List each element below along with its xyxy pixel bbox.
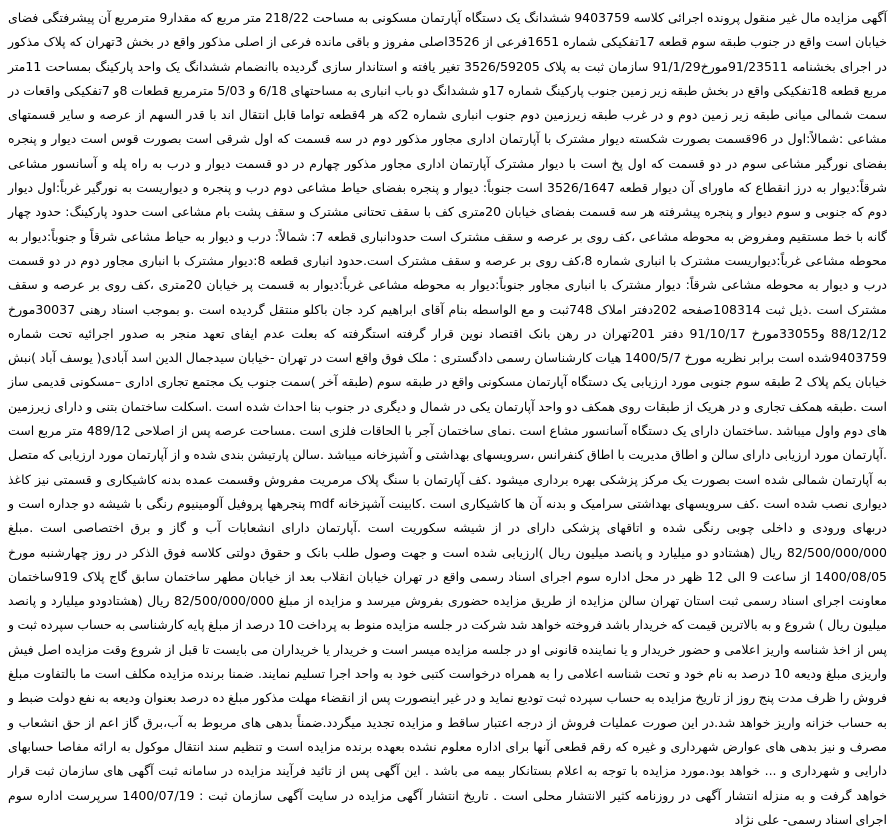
auction-notice-text: آگهی مزایده مال غیر منقول پرونده اجرائی کلاسه 9403759 ششدانگ یک دستگاه آپارتمان مسکونی به مساحت 218/22 متر مربع که مقدار9 مترمربع آن پیشرفتگی فضای خیابان است واقع در جنوب طبقه سوم قطعه 17تفکیکی شماره 1651فرعی از 3526اصلی مفروز و باقی مانده فرعی از اصلی مذکور واقع در بخش 3تهران که پلاک مذکور در اجرای بخشنامه 91/23511مورخ91/1/29 سازمان ثبت به پلاک 3526/59205 تغیر یافته و استاندار سازی گردیده باانضمام ششدانگ یک واحد پارکینگ بمساحت 11متر مربع قطعه 18تفکیکی واقع در بخش طبقه زیر زمین جنوب پارکینگ شماره 17و ششدانگ دو باب انباری به مساحتهای 6/18 و 5/03 مترمربع قطعات 8و 7تفکیکی واقعات در سمت شمالی میانی طبقه زیر زمین دوم و در غرب طبقه زیرزمین دوم جنوب انباری شماره 2که هر 4قطعه تواما قابل انتقال اند با قدر السهم از عرصه و سایر قسمتهای مشاعی :شمالاً:اول در 96قسمت بصورت شکسته دیوار مشترک با آپارتمان اداری مجاور مذکور دوم در سه قسمت که اول شرقی است بصورت قوس است دیوار و پنجره بفضای نورگیر مشاعی سوم در دو قسمت که اول پخ است با دیوار مشترک آپارتمان اداری مجاور مذکور چهارم در دو قسمت دیوار و درب به راه پله و آسانسور مشاعی شرقاً:دیوار به درز انقطاع که ماورای آن دیوار قطعه 3526/1647 است جنوباً: دیوار و پنجره بفضای حیاط مشاعی دوم درب و پنجره و دیواریست به نورگیر غرباً:اول دیوار دوم که جنوبی و سوم دیوار و پنجره پیشرفته هر سه قسمت بفضای خیابان 20متری کف با سقف تحتانی مشترک و سقف پشت بام مشاعی است حدود پارکینگ: حدود چهار گانه با خط مستقیم ومفروض به محوطه مشاعی ،کف روی بر عرصه و سقف مشترک است حدودانباری قطعه 7: شمالاً: درب و دیوار به حیاط مشاعی شرقاً و جنوباً:دیوار به محوطه مشاعی غرباً:دیواریست مشترک با انباری شماره 8،کف روی بر عرصه و سقف مشترک است.حدود انباری قطعه 8:دیوار مشترک با انباری مجاور دوم در دو قسمت درب و دیوار به محوطه مشاعی شرقاً: دیوار مشترک با انباری مجاور جنوباً:دیوار به محوطه مشاعی غرباً:دیوار به قسمت پر خیابان 20متری ،کف روی بر عرصه و سقف مشترک است .ذیل ثبت 108314صفحه 202دفتر املاک 748ثبت و مع الواسطه بنام آقای ابراهیم کرد جان باکلو منتقل گردیده است .و بموجب اسناد رهنی 30037مورخ 88/12/12 و33055مورخ 91/10/17 دفتر 201تهران در رهن بانک اقتصاد نوین قرار گرفته استگرفته که بعلت عدم ایفای تعهد منجر به صدور اجرائیه تحت شماره 9403759شده است برابر نظریه مورخ 1400/5/7 هیات کارشناسان رسمی دادگستری : ملک فوق واقع است در تهران -خیابان سیدجمال الدین اسد آبادی( یوسف آباد )نبش خیابان یکم پلاک 2 طبقه سوم جنوبی مورد ارزیابی یک دستگاه آپارتمان مسکونی واقع در طبقه سوم (طبقه آخر )سمت جنوب یک مجتمع تجاری اداری –مسکونی قدیمی ساز است .طبقه همکف تجاری و در هریک از طبقات روی همکف دو واحد آپارتمان یکی در شمال و دیگری در جنوب بنا احداث شده است .اسکلت ساختمان بتنی و دارای زیرزمین های دوم واول میباشد .ساختمان دارای یک دستگاه آسانسور مشاع است .نمای ساختمان آجر با الحاقات فلزی است .مساحت عرصه پس از اصلاحی 489/12 متر مربع است .آپارتمان مورد ارزیابی دارای سالن و اطاق مدیریت با اطاق کنفرانس ،سرویسهای بهداشتی و آشپزخانه میباشد .سالن پارتیشن بندی شده و از آپارتمان مورد ارزیابی که متصل به آپارتمان شمالی شده است بصورت یک مرکز پزشکی بهره برداری میشود .کف آپارتمان با سنگ پلاک مرمریت مفروش وقسمت عمده بدنه کاشیکاری و قسمتی نیز کاغذ دیواری نصب شده است .کف سرویسهای بهداشتی سرامیک و بدنه آن ها کاشیکاری است .کابینت آشپزخانه mdf پنجرهها پروفیل آلومینیوم رنگی با شیشه دو جداره است و دربهای ورودی و داخلی چوبی رنگی شده و اتاقهای پزشکی دارای در از شیشه سکوریت است .آپارتمان دارای انشعابات آب و گاز و برق اختصاصی است .مبلغ 82/500/000/000 ریال (هشتادو دو میلیارد و پانصد میلیون ریال )ارزیابی شده است و جهت وصول طلب بانک و حقوق دولتی کلاسه فوق الذکر در روز چهارشنبه مورخ 1400/08/05 از ساعت 9 الی 12 ظهر در محل اداره سوم اجرای اسناد رسمی واقع در تهران خیابان انقلاب بعد از خیابان مطهر ساختمان سابق گاج پلاک 919ساختمان معاونت اجرای اسناد رسمی ثبت استان تهران سالن مزایده از طریق مزایده حضوری بفروش میرسد و مزایده از مبلغ 82/500/000/000 ریال (هشتادودو میلیارد و پانصد میلیون ریال ) شروع و به بالاترین قیمت که خریدار باشد فروخته خواهد شد شرکت در جلسه مزایده منوط به پرداخت 10 درصد از مبلغ پایه کارشناسی به حساب سپرده ثبت و پس از اخذ شناسه واریز اعلامی و حضور خریدار و یا نماینده قانونی او در جلسه مزایده میسر است و خریدار یا خریداران می بایست تا قبل از شروع وقت مزایده اصل فیش واریزی مبلغ ودیعه 10 درصد به نام خود و تحت شناسه اعلامی را به همراه درخواست کتبی خود به واحد اجرا تسلیم نمایند. ضمنا برنده مزایده مکلف است ما بالتفاوت مبلغ فروش را ظرف مدت پنج روز از تاریخ مزایده به حساب سپرده ثبت تودیع نماید و در غیر اینصورت پس از انقضاء مهلت مذکور مبلغ ده درصد بعنوان ودیعه به نفع دولت ضبط و به حساب خزانه واریز خواهد شد.در این صورت عملیات فروش از درجه اعتبار ساقط و مزایده تجدید میگردد.ضمناً بدهی های مربوط به آب،برق گاز اعم از حق انشعاب و مصرف و نیز بدهی های عوارض شهرداری و غیره که رقم قطعی آنها برای اداره معلوم نشده بعهده برنده مزایده است و تنظیم سند انتقال موکول به ارائه مفاصا حسابهای دارایی و شهرداری و ... خواهد بود.مورد مزایده با توجه به اعلام بستانکار بیمه می باشد . این آگهی پس از تائید فرآیند مزایده در سامانه ثبت آگهی های سازمان ثبت قرار خواهد گرفت و به منزله انتشار آگهی در روزنامه کثیر الانتشار محلی است . تاریخ انتشار آگهی مزایده در سایت آگهی سازمان ثبت : 1400/07/19 سرپرست اداره سوم اجرای اسناد رسمی- علی نژاد	[8, 10, 888, 827]
